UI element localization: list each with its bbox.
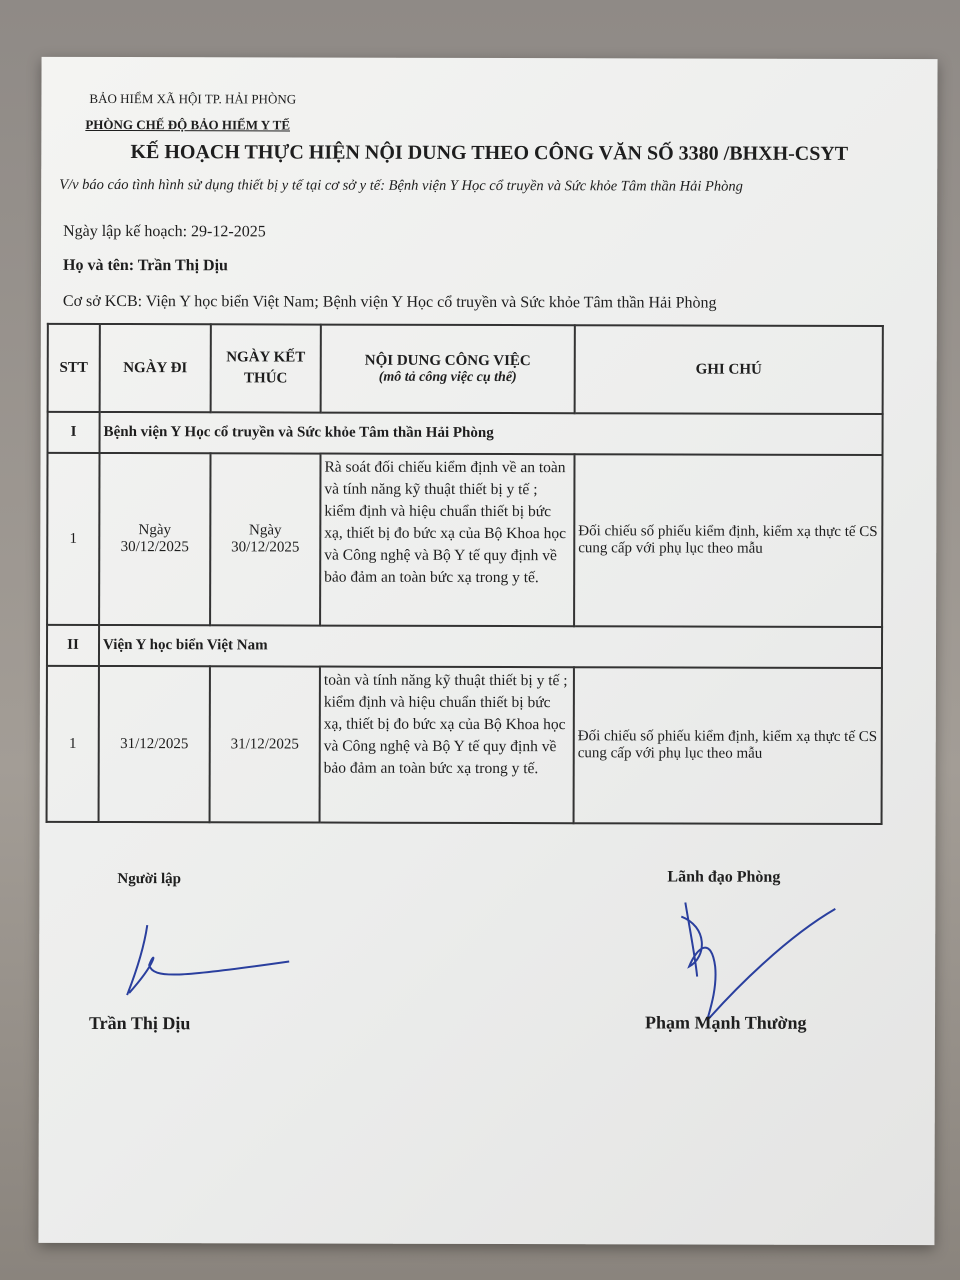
header-start-date: NGÀY ĐI bbox=[100, 324, 211, 412]
organization-name: BẢO HIỂM XÃ HỘI TP. HẢI PHÒNG bbox=[89, 90, 297, 107]
header-content bbox=[321, 325, 575, 414]
row-end-date: Ngày 30/12/2025 bbox=[210, 453, 320, 625]
table-header-row bbox=[48, 324, 883, 414]
row-note: Đối chiếu số phiếu kiểm định, kiểm xạ thực tế CS cung cấp với phụ lục theo mẫu bbox=[574, 454, 882, 627]
header-content-sub: (mô tả công việc cụ thể) bbox=[378, 369, 517, 385]
header-content-label: NỘI DUNG CÔNG VIỆC bbox=[364, 352, 531, 369]
manager-role: Lãnh đạo Phòng bbox=[667, 868, 781, 886]
manager-name: Phạm Mạnh Thường bbox=[645, 1012, 807, 1033]
document-title: KẾ HOẠCH THỰC HIỆN NỘI DUNG THEO CÔNG VĂN SỐ 3380 /BHXH-CSYT bbox=[130, 141, 849, 165]
plan-table bbox=[46, 323, 884, 825]
row-stt: 1 bbox=[47, 666, 99, 822]
section-row bbox=[48, 412, 883, 455]
manager-signature bbox=[667, 896, 847, 1026]
row-note: Đối chiếu số phiếu kiểm định, kiểm xạ thực tế CS cung cấp với phụ lục theo mẫu bbox=[574, 667, 882, 824]
document-page bbox=[38, 57, 937, 1245]
full-name: Họ và tên: Trần Thị Dịu bbox=[62, 256, 228, 275]
preparer-role: Người lập bbox=[117, 871, 182, 888]
plan-date: Ngày lập kế hoạch: 29-12-2025 bbox=[63, 222, 266, 241]
row-stt: 1 bbox=[47, 453, 99, 625]
table-row bbox=[47, 666, 882, 824]
preparer-signature bbox=[119, 919, 299, 999]
row-start-date: Ngày 30/12/2025 bbox=[99, 453, 210, 625]
facility: Cơ sở KCB: Viện Y học biển Việt Nam; Bệnh viện Y Học cổ truyền và Sức khỏe Tâm thần Hải Phòng bbox=[62, 292, 717, 312]
department-name: PHÒNG CHẾ ĐỘ BẢO HIỂM Y TẾ bbox=[85, 116, 291, 133]
preparer-name: Trần Thị Dịu bbox=[88, 1012, 191, 1034]
header-end-date: NGÀY KẾT THÚC bbox=[211, 324, 321, 412]
table-row bbox=[47, 453, 882, 627]
row-start-date: 31/12/2025 bbox=[99, 666, 210, 822]
row-end-date: 31/12/2025 bbox=[210, 666, 320, 822]
section-row bbox=[47, 625, 882, 668]
section-name: Bệnh viện Y Học cổ truyền và Sức khỏe Tâm thần Hải Phòng bbox=[100, 412, 883, 455]
section-number: I bbox=[48, 412, 100, 453]
header-stt: STT bbox=[48, 324, 100, 412]
document-subtitle: V/v báo cáo tình hình sử dụng thiết bị y tế tại cơ sở y tế: Bệnh viện Y Học cổ truyền và Sức khỏe Tâm thần Hải Phòng bbox=[59, 176, 743, 195]
section-name: Viện Y học biển Việt Nam bbox=[99, 625, 882, 668]
row-content: toàn và tính năng kỹ thuật thiết bị y tế ; kiểm định và hiệu chuẩn thiết bị bức xạ, thiết bị đo bức xạ của Bộ Khoa học và Công nghệ và Bộ Y tế quy định về bảo đảm an toàn bức xạ trong y tế. bbox=[320, 667, 574, 824]
header-note: GHI CHÚ bbox=[575, 325, 883, 414]
section-number: II bbox=[47, 625, 99, 666]
row-content: Rà soát đối chiếu kiểm định về an toàn và tính năng kỹ thuật thiết bị y tế ; kiểm định và hiệu chuẩn thiết bị bức xạ, thiết bị đo bức xạ của Bộ Khoa học và Công nghệ và Bộ Y tế quy định về bảo đảm an toàn bức xạ trong y tế. bbox=[320, 454, 574, 627]
